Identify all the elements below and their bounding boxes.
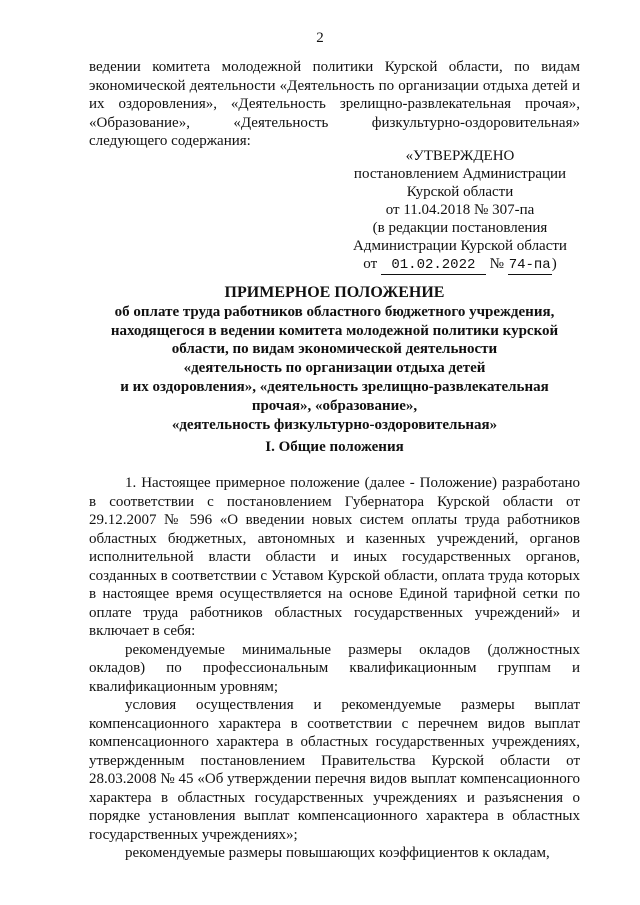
approved-date-line (340, 255, 580, 275)
amendment-number: 74-па (508, 257, 551, 273)
document-title: ПРИМЕРНОЕ ПОЛОЖЕНИЕ (224, 284, 445, 301)
approved-line-5: Администрации Курской области (353, 238, 567, 254)
page-number: 2 (316, 30, 324, 46)
title-line-2: находящегося в ведении комитета молодежной политики курской (110, 322, 559, 339)
approved-line-3: от 11.04.2018 № 307-па (385, 202, 535, 218)
intro-paragraph: ведении комитета молодежной политики Курской области, по видам экономической деятельности «Деятельность по организации отдыха детей и их оздоровления», «Деятельность зрелищно-развлекательная прочая», «Образование», «Деятельность физкультурно-оздоровительная» следующего содержания: (89, 59, 580, 149)
approval-stamp-block (340, 147, 580, 275)
title-line-3: области, по видам экономической деятельности (171, 341, 498, 358)
number-label: № (489, 256, 504, 272)
title-line-4: «деятельность по организации отдыха детей (183, 360, 486, 377)
paragraph-2: рекомендуемые минимальные размеры окладов (должностных окладов) по профессиональным квалификационным группам и квалификационным уровням; (89, 641, 580, 695)
approved-line-4: (в редакции постановления (372, 220, 548, 236)
from-label: от (363, 256, 378, 272)
title-line-6: прочая», «образование», (251, 397, 418, 414)
paragraph-4: рекомендуемые размеры повышающих коэффициентов к окладам, (125, 845, 550, 861)
paragraph-3: условия осуществления и рекомендуемые размеры выплат компенсационного характера в соответствии с перечнем видов выплат компенсационного характера в областных государственных учреждениях, утвержденным постановлением Правительства Курской области от 28.03.2008 № 45 «Об утверждении перечня видов выплат компенсационного характера в областных государственных учреждениях и разъяснения о порядке установления выплат компенсационного характера в областных государственных учреждениях»; (89, 697, 580, 843)
approved-line-2: Курской области (406, 184, 514, 200)
title-line-1: об оплате труда работников областного бюджетного учреждения, (114, 303, 555, 320)
body-text (89, 474, 580, 863)
title-line-7: «деятельность физкультурно-оздоровительная» (171, 416, 498, 433)
document-title-block (89, 284, 580, 434)
paragraph-1: 1. Настоящее примерное положение (далее - Положение) разработано в соответствии с постановлением Губернатора Курской области от 29.12.2007 № 596 «О введении новых систем оплаты труда работников областных бюджетных, автономных и казенных учреждений, органов исполнительной власти области и иных государственных органов, созданных в соответствии с Уставом Курской области, оплата труда которых в настоящее время осуществляется на основе Единой тарифной сетки по оплате труда работников областных государственных учреждений» и включает в себя: (89, 475, 580, 639)
approved-line-1: постановлением Администрации (353, 166, 567, 182)
title-line-5: и их оздоровления», «деятельность зрелищно-развлекательная (120, 378, 549, 395)
amendment-date: 01.02.2022 (381, 256, 486, 275)
closing-paren: ) (551, 256, 557, 272)
approved-heading: «УТВЕРЖДЕНО (405, 148, 515, 164)
section-heading: I. Общие положения (265, 439, 404, 455)
